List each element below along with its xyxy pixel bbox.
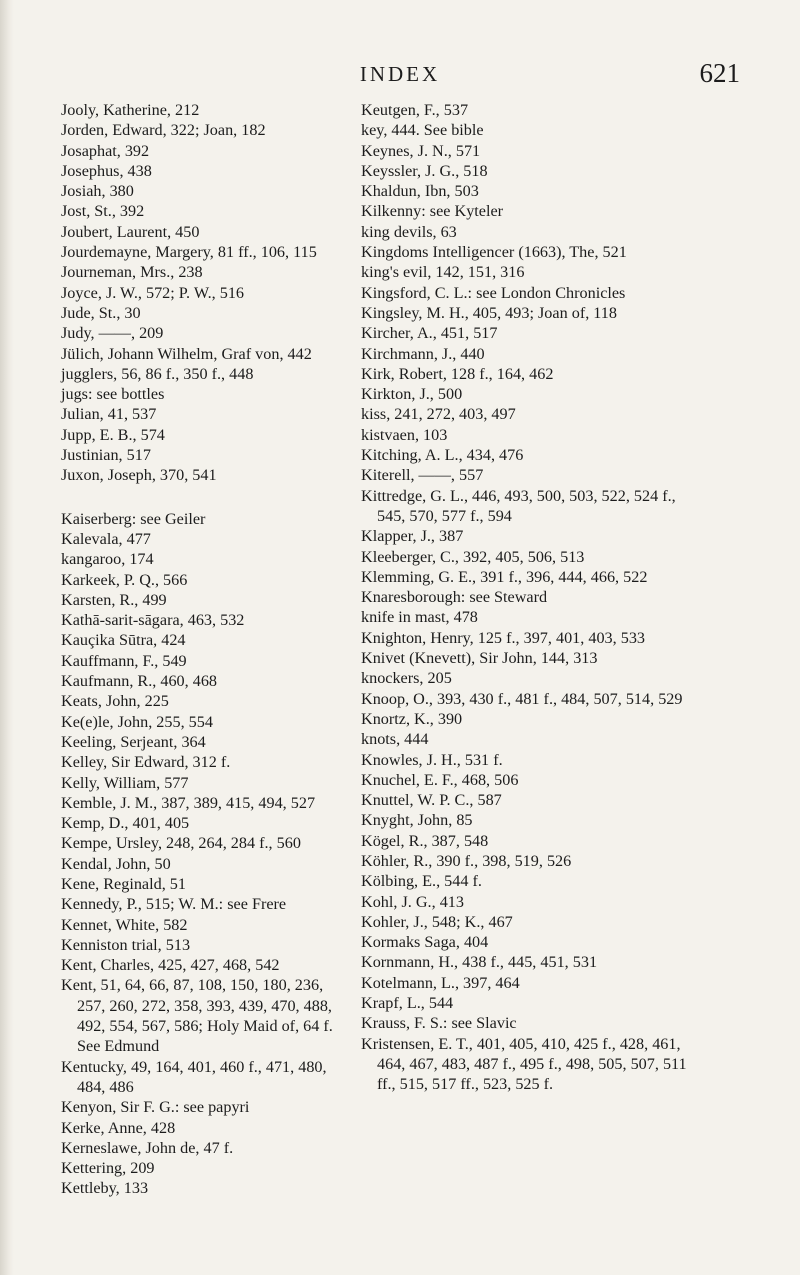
index-entry: Kendal, John, 50	[61, 854, 171, 873]
index-entry: Knyght, John, 85	[361, 811, 473, 830]
index-entry: Krauss, F. S.: see Slavic	[361, 1014, 517, 1033]
index-entry: Kenniston trial, 513	[61, 935, 191, 954]
index-entry: Joyce, J. W., 572; P. W., 516	[61, 283, 245, 302]
index-entry: Kelley, Sir Edward, 312 f.	[61, 753, 231, 772]
index-entry: Knoop, O., 393, 430 f., 481 f., 484, 507, 514, 529	[361, 689, 683, 708]
index-entry: Juxon, Joseph, 370, 541	[61, 466, 217, 485]
index-entry: Kingdoms Intelligencer (1663), The, 521	[361, 243, 627, 262]
index-entry: Khaldun, Ibn, 503	[361, 182, 479, 201]
index-entry: knockers, 205	[361, 669, 452, 688]
index-entry: Keutgen, F., 537	[361, 101, 469, 119]
index-entry: Köhler, R., 390 f., 398, 519, 526	[361, 851, 572, 870]
index-entry: Kettering, 209	[61, 1159, 155, 1178]
index-entry: Jülich, Johann Wilhelm, Graf von, 442	[61, 344, 312, 363]
index-entry: Knortz, K., 390	[361, 709, 463, 728]
index-entry: Kelly, William, 577	[61, 773, 189, 792]
page-number: 621	[699, 58, 740, 88]
index-entry: Klemming, G. E., 391 f., 396, 444, 466, 522	[361, 567, 648, 586]
index-entry: Kene, Reginald, 51	[61, 874, 186, 893]
index-entry: Kirchmann, J., 440	[361, 344, 485, 363]
index-entry: Ke(e)le, John, 255, 554	[61, 712, 213, 731]
index-entry: Josaphat, 392	[61, 141, 150, 160]
index-entry: Josiah, 380	[61, 182, 134, 201]
index-entry: Kempe, Ursley, 248, 264, 284 f., 560	[61, 834, 301, 853]
index-entry: Kohler, J., 548; K., 467	[361, 912, 513, 931]
index-entry: Kleeberger, C., 392, 405, 506, 513	[361, 547, 585, 566]
index-entry: Kent, Charles, 425, 427, 468, 542	[61, 956, 280, 975]
index-entry: Kalevala, 477	[61, 529, 151, 548]
index-entry: kistvaen, 103	[361, 425, 448, 444]
index-entry: Knuchel, E. F., 468, 506	[361, 770, 519, 789]
index-entry: kangaroo, 174	[61, 550, 154, 569]
index-entry: Kerke, Anne, 428	[61, 1118, 176, 1137]
book-spine-shadow	[0, 0, 14, 1275]
index-entry: Josephus, 438	[61, 161, 152, 180]
index-entry: Klapper, J., 387	[361, 527, 464, 546]
index-entry: Kilkenny: see Kyteler	[361, 202, 504, 221]
index-entry: Kircher, A., 451, 517	[361, 324, 498, 343]
index-entry: Kent, 51, 64, 66, 87, 108, 150, 180, 236, 257, 260, 272, 358, 393, 439, 470, 488, 492, 554, 567, 586; Holy Maid of, 64 f. See Edmund	[61, 976, 333, 1056]
index-entry: Justinian, 517	[61, 446, 151, 465]
index-entry: Jourdemayne, Margery, 81 ff., 106, 115	[61, 243, 317, 262]
index-entry: Jude, St., 30	[61, 303, 141, 322]
index-entry: Kenyon, Sir F. G.: see papyri	[61, 1098, 250, 1117]
page-header	[60, 58, 740, 92]
running-title: INDEX	[359, 62, 441, 86]
index-entry: king's evil, 142, 151, 316	[361, 263, 525, 282]
index-entry: jugglers, 56, 86 f., 350 f., 448	[61, 364, 254, 383]
index-entry: Kingsley, M. H., 405, 493; Joan of, 118	[361, 303, 617, 322]
index-entry: Kirkton, J., 500	[361, 385, 463, 404]
index-entry: Knuttel, W. P. C., 587	[361, 791, 502, 810]
index-entry: Kittredge, G. L., 446, 493, 500, 503, 522, 524 f., 545, 570, 577 f., 594	[361, 486, 676, 525]
index-entry: Kettleby, 133	[61, 1179, 149, 1198]
index-entry: Joubert, Laurent, 450	[61, 222, 200, 241]
index-entry: Kornmann, H., 438 f., 445, 451, 531	[361, 953, 598, 972]
index-entry: Knighton, Henry, 125 f., 397, 401, 403, 533	[361, 628, 646, 647]
index-entry: Kaufmann, R., 460, 468	[61, 672, 218, 691]
index-entry: Krapf, L., 544	[361, 994, 454, 1013]
left-index-column	[61, 100, 351, 1199]
index-entry: Kotelmann, L., 397, 464	[361, 973, 520, 992]
index-entry: king devils, 63	[361, 222, 457, 241]
index-entry: Judy, ——, 209	[61, 324, 164, 343]
index-entry: Karkeek, P. Q., 566	[61, 570, 188, 589]
index-entry: Kingsford, C. L.: see London Chronicles	[361, 283, 626, 302]
index-entry: Julian, 41, 537	[61, 405, 157, 424]
index-entry: Jupp, E. B., 574	[61, 425, 165, 444]
index-entry: Kennet, White, 582	[61, 915, 188, 934]
index-entry: Kennedy, P., 515; W. M.: see Frere	[61, 895, 287, 914]
index-entry: Kerneslawe, John de, 47 f.	[61, 1138, 234, 1157]
index-entry: Kemble, J. M., 387, 389, 415, 494, 527	[61, 793, 316, 812]
index-entry: Kaiserberg: see Geiler	[61, 509, 206, 528]
index-entry: Knaresborough: see Steward	[361, 588, 548, 607]
index-entry: Kemp, D., 401, 405	[61, 814, 190, 833]
index-entry: Kauffmann, F., 549	[61, 651, 187, 670]
index-entry: Kentucky, 49, 164, 401, 460 f., 471, 480, 484, 486	[61, 1057, 327, 1096]
index-entry: Kiterell, ——, 557	[361, 466, 484, 485]
index-entry: Kirk, Robert, 128 f., 164, 462	[361, 364, 554, 383]
index-entry: Kölbing, E., 544 f.	[361, 872, 482, 891]
index-entry: key, 444. See bible	[361, 121, 484, 140]
index-entry: Jooly, Katherine, 212	[61, 101, 200, 119]
index-entry: Knivet (Knevett), Sir John, 144, 313	[361, 649, 598, 668]
index-entry: Karsten, R., 499	[61, 590, 167, 609]
index-entry: Keynes, J. N., 571	[361, 141, 481, 160]
index-entry: Kristensen, E. T., 401, 405, 410, 425 f., 428, 461, 464, 467, 483, 487 f., 495 f., 498, 505, 507, 511 ff., 515, 517 ff., 523, 525 f.	[361, 1034, 687, 1094]
index-entry: Journeman, Mrs., 238	[61, 263, 203, 282]
index-entry: Kathā-sarit-sāgara, 463, 532	[61, 611, 245, 630]
index-entry: Kohl, J. G., 413	[361, 892, 464, 911]
index-entry: Knowles, J. H., 531 f.	[361, 750, 503, 769]
index-entry: Jost, St., 392	[61, 202, 145, 221]
index-entry: kiss, 241, 272, 403, 497	[361, 405, 516, 424]
index-entry: knife in mast, 478	[361, 608, 478, 627]
index-entry: Keyssler, J. G., 518	[361, 161, 488, 180]
index-entry: Keeling, Serjeant, 364	[61, 732, 206, 751]
index-entry: Keats, John, 225	[61, 692, 169, 711]
section-gap	[61, 486, 351, 509]
index-entry: Kauçika Sūtra, 424	[61, 631, 186, 650]
index-entry: Kögel, R., 387, 548	[361, 831, 489, 850]
index-entry: jugs: see bottles	[61, 385, 165, 404]
index-entry: knots, 444	[361, 730, 429, 749]
index-entry: Kormaks Saga, 404	[361, 933, 489, 952]
right-index-column	[361, 100, 696, 1095]
index-entry: Jorden, Edward, 322; Joan, 182	[61, 121, 266, 140]
index-entry: Kitching, A. L., 434, 476	[361, 446, 524, 465]
